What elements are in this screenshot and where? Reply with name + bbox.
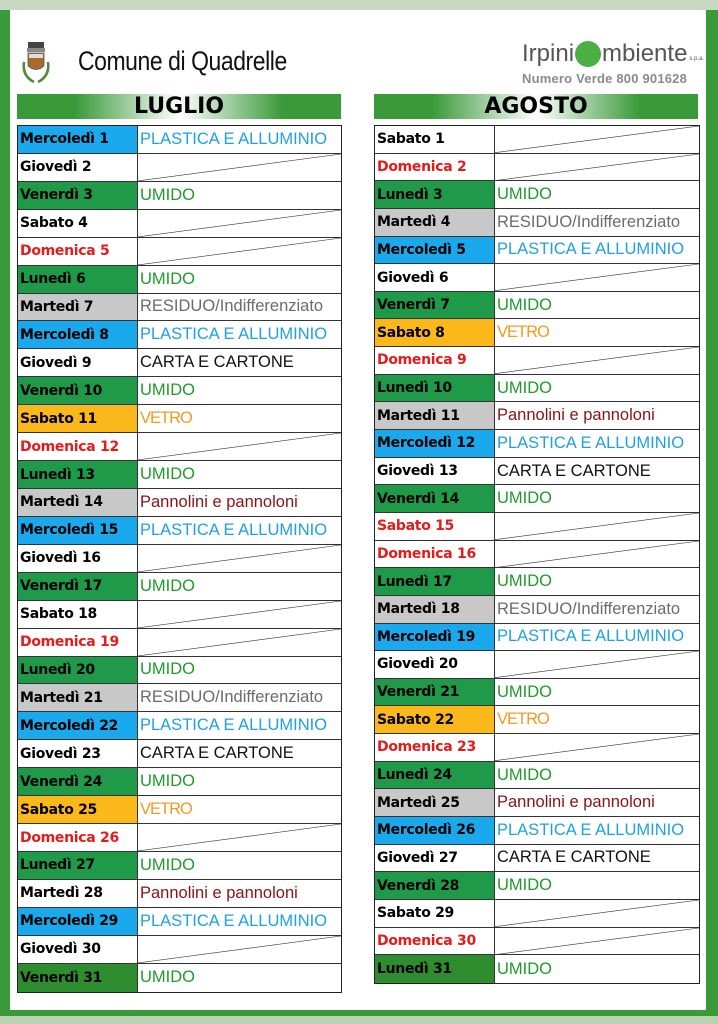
collection-type	[138, 573, 341, 600]
table-row	[375, 817, 699, 845]
collection-label: RESIDUO/Indifferenziato	[497, 212, 681, 231]
table-row	[18, 573, 341, 601]
table-row	[375, 872, 699, 900]
brand-text-right: mbiente	[602, 40, 688, 67]
no-collection-cell	[138, 238, 341, 265]
table-row	[375, 430, 699, 458]
day-label: Venerdì 21	[375, 679, 495, 706]
collection-label: CARTA E CARTONE	[140, 353, 294, 372]
collection-type	[138, 321, 341, 348]
table-row	[375, 347, 699, 375]
day-label: Martedì 11	[375, 402, 495, 429]
collection-type	[138, 908, 341, 935]
table-row	[18, 517, 341, 545]
day-label: Sabato 22	[375, 706, 495, 733]
collection-type	[495, 430, 699, 457]
collection-label: RESIDUO/Indifferenziato	[140, 688, 324, 707]
august-schedule-table	[374, 125, 700, 984]
table-row	[375, 734, 699, 762]
collection-label: UMIDO	[497, 959, 552, 978]
collection-type	[495, 458, 699, 485]
no-collection-cell	[138, 545, 341, 572]
table-row	[375, 651, 699, 679]
day-label: Mercoledì 5	[375, 237, 495, 264]
day-label: Domenica 2	[375, 154, 495, 181]
day-label: Mercoledì 8	[18, 321, 138, 348]
collection-type	[495, 568, 699, 595]
day-label: Giovedì 2	[18, 154, 138, 181]
table-row	[375, 319, 699, 347]
table-row	[18, 182, 341, 210]
day-label: Lunedì 31	[375, 955, 495, 983]
collection-label: PLASTICA E ALLUMINIO	[140, 520, 328, 539]
diagonal-strike-icon	[495, 126, 699, 153]
collection-type	[138, 880, 341, 907]
collection-type	[495, 679, 699, 706]
day-label: Domenica 23	[375, 734, 495, 761]
brand-text-left: Irpini	[522, 40, 575, 67]
day-label: Lunedì 6	[18, 266, 138, 293]
collection-label: UMIDO	[497, 295, 552, 314]
table-row	[18, 433, 341, 461]
collection-label: RESIDUO/Indifferenziato	[140, 297, 324, 316]
no-collection-cell	[495, 651, 699, 678]
table-row	[18, 266, 341, 294]
table-row	[18, 321, 341, 349]
collection-label: UMIDO	[140, 576, 195, 595]
table-row	[375, 513, 699, 541]
collection-label: PLASTICA E ALLUMINIO	[497, 433, 685, 452]
day-label: Sabato 25	[18, 796, 138, 823]
day-label: Mercoledì 19	[375, 624, 495, 651]
collection-type	[138, 294, 341, 321]
collection-label: PLASTICA E ALLUMINIO	[497, 240, 685, 259]
day-label: Venerdì 28	[375, 872, 495, 899]
table-row	[375, 154, 699, 182]
table-row	[18, 349, 341, 377]
collection-type	[495, 209, 699, 236]
no-collection-cell	[138, 210, 341, 237]
diagonal-strike-icon	[495, 264, 699, 291]
diagonal-strike-icon	[495, 734, 699, 761]
table-row	[18, 657, 341, 685]
day-label: Lunedì 27	[18, 852, 138, 879]
table-row	[18, 545, 341, 573]
day-label: Martedì 14	[18, 489, 138, 516]
collection-label: PLASTICA E ALLUMINIO	[140, 911, 328, 930]
collection-label: VETRO	[497, 323, 549, 342]
table-row	[18, 489, 341, 517]
collection-type	[138, 405, 341, 432]
diagonal-strike-icon	[495, 154, 699, 181]
no-collection-cell	[495, 541, 699, 568]
day-label: Mercoledì 12	[375, 430, 495, 457]
diagonal-strike-icon	[138, 210, 341, 237]
collection-label: VETRO	[140, 409, 192, 428]
table-row	[18, 377, 341, 405]
table-row	[18, 684, 341, 712]
table-row	[375, 292, 699, 320]
collection-label: UMIDO	[140, 968, 195, 987]
table-row	[375, 706, 699, 734]
bottom-border	[0, 1016, 718, 1024]
diagonal-strike-icon	[495, 900, 699, 927]
diagonal-strike-icon	[495, 651, 699, 678]
collection-label: UMIDO	[140, 185, 195, 204]
table-row	[375, 237, 699, 265]
collection-type	[495, 624, 699, 651]
day-label: Domenica 5	[18, 238, 138, 265]
collection-type	[138, 712, 341, 739]
day-label: Martedì 18	[375, 596, 495, 623]
table-row	[375, 845, 699, 873]
collection-type	[495, 706, 699, 733]
collection-type	[495, 762, 699, 789]
table-row	[18, 796, 341, 824]
day-label: Venerdì 14	[375, 485, 495, 512]
day-label: Giovedì 27	[375, 845, 495, 872]
collection-type	[138, 684, 341, 711]
day-label: Venerdì 31	[18, 964, 138, 992]
collection-type	[138, 182, 341, 209]
top-border	[0, 0, 718, 10]
collection-label: UMIDO	[140, 381, 195, 400]
table-row	[375, 928, 699, 956]
day-label: Venerdì 3	[18, 182, 138, 209]
table-row	[18, 601, 341, 629]
collection-type	[495, 596, 699, 623]
day-label: Martedì 4	[375, 209, 495, 236]
day-label: Sabato 29	[375, 900, 495, 927]
table-row	[18, 712, 341, 740]
day-label: Martedì 28	[18, 880, 138, 907]
collection-label: CARTA E CARTONE	[497, 848, 651, 867]
day-label: Lunedì 17	[375, 568, 495, 595]
collection-label: Pannolini e pannoloni	[140, 883, 298, 902]
collection-type	[495, 817, 699, 844]
collection-label: UMIDO	[497, 572, 552, 591]
no-collection-cell	[138, 629, 341, 656]
table-row	[375, 541, 699, 569]
collection-type	[495, 485, 699, 512]
leaf-globe-icon	[575, 41, 601, 67]
no-collection-cell	[495, 513, 699, 540]
collection-label: PLASTICA E ALLUMINIO	[497, 820, 685, 839]
no-collection-cell	[495, 264, 699, 291]
collection-label: UMIDO	[140, 855, 195, 874]
collection-label: VETRO	[140, 800, 192, 819]
diagonal-strike-icon	[138, 601, 341, 628]
brand-logo	[522, 40, 704, 68]
day-label: Giovedì 23	[18, 740, 138, 767]
month-header-luglio: LUGLIO	[17, 94, 341, 119]
table-row	[18, 238, 341, 266]
collection-type	[138, 517, 341, 544]
no-collection-cell	[495, 734, 699, 761]
table-row	[18, 852, 341, 880]
diagonal-strike-icon	[138, 545, 341, 572]
collection-label: Pannolini e pannoloni	[140, 492, 298, 511]
day-label: Martedì 7	[18, 294, 138, 321]
collection-label: UMIDO	[497, 682, 552, 701]
day-label: Mercoledì 1	[18, 126, 138, 153]
diagonal-strike-icon	[495, 513, 699, 540]
brand-suffix: s.p.a.	[689, 56, 705, 62]
table-row	[375, 375, 699, 403]
table-row	[18, 964, 341, 992]
day-label: Lunedì 13	[18, 461, 138, 488]
day-label: Domenica 16	[375, 541, 495, 568]
collection-label: PLASTICA E ALLUMINIO	[497, 627, 685, 646]
day-label: Lunedì 10	[375, 375, 495, 402]
collection-label: UMIDO	[497, 489, 552, 508]
day-label: Giovedì 16	[18, 545, 138, 572]
table-row	[18, 405, 341, 433]
collection-type	[138, 740, 341, 767]
table-row	[18, 880, 341, 908]
table-row	[375, 402, 699, 430]
collection-label: UMIDO	[497, 378, 552, 397]
table-row	[375, 900, 699, 928]
day-label: Domenica 26	[18, 824, 138, 851]
table-row	[375, 955, 699, 983]
collection-type	[495, 955, 699, 983]
collection-type	[138, 489, 341, 516]
collection-label: VETRO	[497, 710, 549, 729]
day-label: Giovedì 6	[375, 264, 495, 291]
table-row	[18, 154, 341, 182]
day-label: Domenica 9	[375, 347, 495, 374]
diagonal-strike-icon	[495, 928, 699, 955]
table-row	[18, 294, 341, 322]
table-row	[375, 624, 699, 652]
day-label: Sabato 1	[375, 126, 495, 153]
diagonal-strike-icon	[138, 629, 341, 656]
no-collection-cell	[495, 126, 699, 153]
collection-label: PLASTICA E ALLUMINIO	[140, 716, 328, 735]
collection-label: PLASTICA E ALLUMINIO	[140, 325, 328, 344]
collection-type	[138, 657, 341, 684]
july-schedule-table	[17, 125, 342, 993]
day-label: Giovedì 30	[18, 936, 138, 963]
day-label: Mercoledì 29	[18, 908, 138, 935]
diagonal-strike-icon	[138, 238, 341, 265]
no-collection-cell	[495, 928, 699, 955]
collection-label: Pannolini e pannoloni	[497, 406, 655, 425]
no-collection-cell	[138, 433, 341, 460]
collection-type	[138, 964, 341, 992]
table-row	[375, 458, 699, 486]
day-label: Sabato 11	[18, 405, 138, 432]
no-collection-cell	[138, 601, 341, 628]
month-header-agosto: AGOSTO	[374, 94, 698, 119]
collection-type	[138, 461, 341, 488]
collection-label: UMIDO	[497, 876, 552, 895]
no-collection-cell	[138, 936, 341, 963]
collection-type	[495, 375, 699, 402]
toll-free-number: Numero Verde 800 901628	[522, 71, 688, 86]
day-label: Giovedì 9	[18, 349, 138, 376]
table-row	[375, 485, 699, 513]
day-label: Lunedì 24	[375, 762, 495, 789]
collection-type	[495, 402, 699, 429]
collection-type	[495, 319, 699, 346]
day-label: Domenica 30	[375, 928, 495, 955]
no-collection-cell	[495, 347, 699, 374]
day-label: Venerdì 24	[18, 768, 138, 795]
day-label: Domenica 12	[18, 433, 138, 460]
no-collection-cell	[138, 154, 341, 181]
table-row	[18, 740, 341, 768]
table-row	[18, 629, 341, 657]
no-collection-cell	[495, 154, 699, 181]
collection-label: CARTA E CARTONE	[497, 461, 651, 480]
collection-label: PLASTICA E ALLUMINIO	[140, 129, 328, 148]
day-label: Venerdì 17	[18, 573, 138, 600]
collection-type	[495, 872, 699, 899]
day-label: Mercoledì 15	[18, 517, 138, 544]
collection-type	[138, 349, 341, 376]
collection-type	[138, 852, 341, 879]
diagonal-strike-icon	[138, 936, 341, 963]
day-label: Martedì 21	[18, 684, 138, 711]
table-row	[375, 679, 699, 707]
table-row	[375, 264, 699, 292]
collection-label: UMIDO	[497, 185, 552, 204]
collection-label: UMIDO	[140, 465, 195, 484]
municipal-crest-icon	[18, 40, 54, 88]
table-row	[375, 789, 699, 817]
table-row	[18, 126, 341, 154]
diagonal-strike-icon	[138, 433, 341, 460]
day-label: Lunedì 3	[375, 181, 495, 208]
diagonal-strike-icon	[495, 347, 699, 374]
table-row	[375, 596, 699, 624]
table-row	[375, 126, 699, 154]
collection-type	[138, 266, 341, 293]
day-label: Sabato 18	[18, 601, 138, 628]
table-row	[18, 824, 341, 852]
collection-label: RESIDUO/Indifferenziato	[497, 599, 681, 618]
collection-type	[495, 181, 699, 208]
collection-type	[495, 789, 699, 816]
no-collection-cell	[495, 900, 699, 927]
day-label: Sabato 15	[375, 513, 495, 540]
diagonal-strike-icon	[138, 824, 341, 851]
no-collection-cell	[138, 824, 341, 851]
table-row	[18, 210, 341, 238]
day-label: Martedì 25	[375, 789, 495, 816]
table-row	[18, 768, 341, 796]
collection-label: Pannolini e pannoloni	[497, 793, 655, 812]
table-row	[375, 209, 699, 237]
table-row	[18, 461, 341, 489]
day-label: Lunedì 20	[18, 657, 138, 684]
day-label: Giovedì 20	[375, 651, 495, 678]
collection-label: CARTA E CARTONE	[140, 744, 294, 763]
table-row	[375, 181, 699, 209]
collection-type	[495, 845, 699, 872]
table-row	[375, 568, 699, 596]
day-label: Venerdì 7	[375, 292, 495, 319]
collection-type	[138, 126, 341, 153]
day-label: Sabato 4	[18, 210, 138, 237]
day-label: Giovedì 13	[375, 458, 495, 485]
collection-type	[138, 377, 341, 404]
table-row	[375, 762, 699, 790]
day-label: Venerdì 10	[18, 377, 138, 404]
day-label: Mercoledì 22	[18, 712, 138, 739]
diagonal-strike-icon	[495, 541, 699, 568]
collection-label: UMIDO	[140, 772, 195, 791]
page-title: Comune di Quadrelle	[78, 46, 287, 76]
collection-type	[495, 292, 699, 319]
collection-type	[495, 237, 699, 264]
collection-label: UMIDO	[140, 660, 195, 679]
collection-type	[138, 768, 341, 795]
collection-type	[138, 796, 341, 823]
day-label: Mercoledì 26	[375, 817, 495, 844]
day-label: Sabato 8	[375, 319, 495, 346]
table-row	[18, 936, 341, 964]
collection-label: UMIDO	[497, 765, 552, 784]
diagonal-strike-icon	[138, 154, 341, 181]
day-label: Domenica 19	[18, 629, 138, 656]
table-row	[18, 908, 341, 936]
collection-label: UMIDO	[140, 269, 195, 288]
